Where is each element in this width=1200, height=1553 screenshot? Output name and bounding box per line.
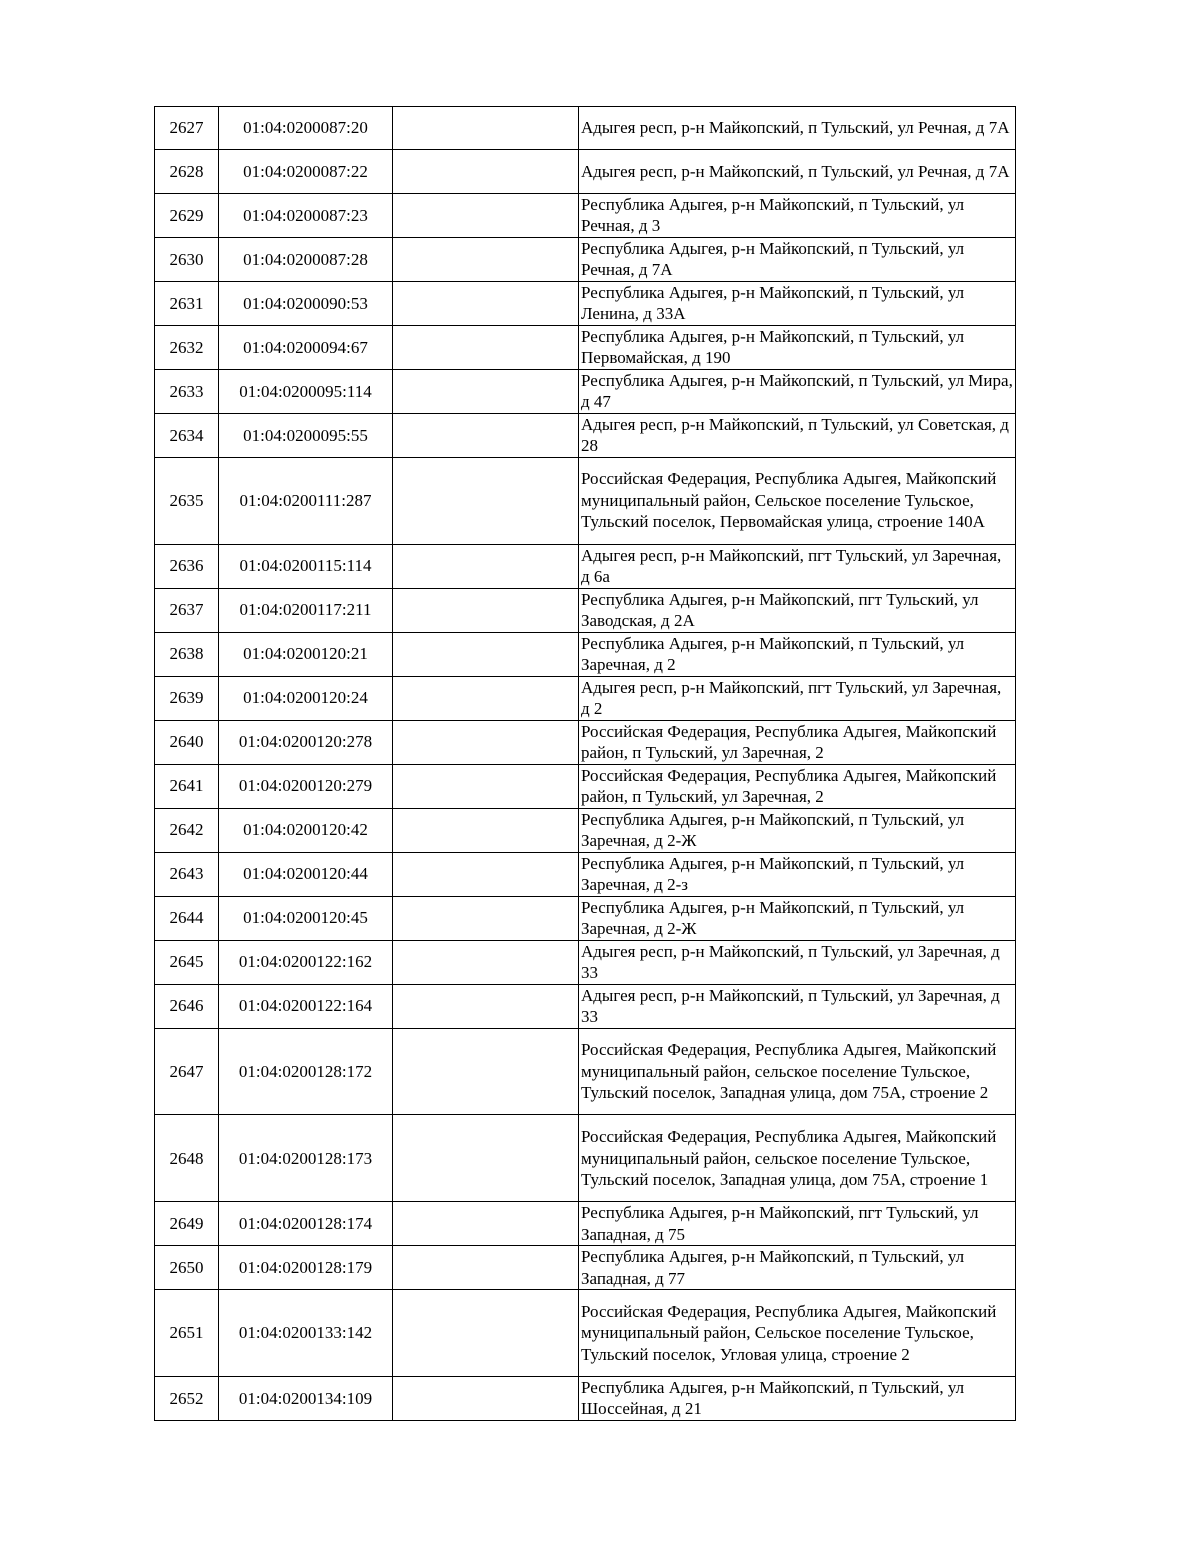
table-row bbox=[155, 764, 1016, 808]
table-body bbox=[155, 107, 1016, 1421]
table-row bbox=[155, 720, 1016, 764]
table-row bbox=[155, 676, 1016, 720]
row-number-cell: 2637 bbox=[155, 588, 219, 632]
empty-cell bbox=[393, 237, 579, 281]
row-number-cell: 2643 bbox=[155, 852, 219, 896]
empty-cell bbox=[393, 764, 579, 808]
cadastral-number-cell: 01:04:0200120:21 bbox=[219, 632, 393, 676]
table-row bbox=[155, 632, 1016, 676]
address-cell: Республика Адыгея, р-н Майкопский, п Тульский, ул Речная, д 7А bbox=[579, 237, 1016, 281]
address-cell: Республика Адыгея, р-н Майкопский, п Тульский, ул Первомайская, д 190 bbox=[579, 325, 1016, 369]
table-row bbox=[155, 369, 1016, 413]
empty-cell bbox=[393, 1376, 579, 1420]
table-row bbox=[155, 808, 1016, 852]
address-cell: Республика Адыгея, р-н Майкопский, п Тульский, ул Шоссейная, д 21 bbox=[579, 1376, 1016, 1420]
address-cell: Российская Федерация, Республика Адыгея, Майкопский район, п Тульский, ул Заречная, 2 bbox=[579, 764, 1016, 808]
address-cell: Республика Адыгея, р-н Майкопский, п Тульский, ул Заречная, д 2-Ж bbox=[579, 808, 1016, 852]
address-cell: Республика Адыгея, р-н Майкопский, п Тульский, ул Речная, д 3 bbox=[579, 193, 1016, 237]
table-row bbox=[155, 325, 1016, 369]
row-number-cell: 2640 bbox=[155, 720, 219, 764]
table-row bbox=[155, 588, 1016, 632]
table-row bbox=[155, 984, 1016, 1028]
empty-cell bbox=[393, 896, 579, 940]
cadastral-number-cell: 01:04:0200094:67 bbox=[219, 325, 393, 369]
row-number-cell: 2634 bbox=[155, 413, 219, 457]
address-cell: Республика Адыгея, р-н Майкопский, п Тульский, ул Заречная, д 2-Ж bbox=[579, 896, 1016, 940]
row-number-cell: 2635 bbox=[155, 457, 219, 544]
cadastral-number-cell: 01:04:0200117:211 bbox=[219, 588, 393, 632]
address-cell: Адыгея респ, р-н Майкопский, пгт Тульский, ул Заречная, д 2 bbox=[579, 676, 1016, 720]
cadastral-number-cell: 01:04:0200120:278 bbox=[219, 720, 393, 764]
address-cell: Адыгея респ, р-н Майкопский, п Тульский, ул Речная, д 7А bbox=[579, 150, 1016, 193]
empty-cell bbox=[393, 720, 579, 764]
address-cell: Республика Адыгея, р-н Майкопский, пгт Тульский, ул Заводская, д 2А bbox=[579, 588, 1016, 632]
empty-cell bbox=[393, 150, 579, 193]
address-cell: Российская Федерация, Республика Адыгея, Майкопский муниципальный район, Сельское поселение Тульское, Тульский поселок, Первомайская улица, строение 140А bbox=[579, 457, 1016, 544]
address-cell: Российская Федерация, Республика Адыгея, Майкопский муниципальный район, Сельское поселение Тульское, Тульский поселок, Угловая улица, строение 2 bbox=[579, 1290, 1016, 1377]
address-cell: Адыгея респ, р-н Майкопский, п Тульский, ул Заречная, д 33 bbox=[579, 940, 1016, 984]
table-row bbox=[155, 1202, 1016, 1246]
empty-cell bbox=[393, 107, 579, 150]
row-number-cell: 2636 bbox=[155, 544, 219, 588]
empty-cell bbox=[393, 369, 579, 413]
empty-cell bbox=[393, 632, 579, 676]
address-cell: Республика Адыгея, р-н Майкопский, п Тульский, ул Заречная, д 2 bbox=[579, 632, 1016, 676]
table-row bbox=[155, 1115, 1016, 1202]
row-number-cell: 2638 bbox=[155, 632, 219, 676]
cadastral-number-cell: 01:04:0200111:287 bbox=[219, 457, 393, 544]
address-cell: Российская Федерация, Республика Адыгея, Майкопский район, п Тульский, ул Заречная, 2 bbox=[579, 720, 1016, 764]
cadastral-number-cell: 01:04:0200115:114 bbox=[219, 544, 393, 588]
cadastral-number-cell: 01:04:0200087:22 bbox=[219, 150, 393, 193]
table-row bbox=[155, 1290, 1016, 1377]
empty-cell bbox=[393, 1246, 579, 1290]
empty-cell bbox=[393, 544, 579, 588]
empty-cell bbox=[393, 281, 579, 325]
address-cell: Республика Адыгея, р-н Майкопский, п Тульский, ул Ленина, д 33А bbox=[579, 281, 1016, 325]
table-row bbox=[155, 1376, 1016, 1420]
empty-cell bbox=[393, 984, 579, 1028]
table-row bbox=[155, 413, 1016, 457]
empty-cell bbox=[393, 193, 579, 237]
empty-cell bbox=[393, 808, 579, 852]
row-number-cell: 2632 bbox=[155, 325, 219, 369]
cadastral-number-cell: 01:04:0200133:142 bbox=[219, 1290, 393, 1377]
table-row bbox=[155, 852, 1016, 896]
table-row bbox=[155, 237, 1016, 281]
empty-cell bbox=[393, 852, 579, 896]
empty-cell bbox=[393, 457, 579, 544]
table-row bbox=[155, 281, 1016, 325]
row-number-cell: 2633 bbox=[155, 369, 219, 413]
row-number-cell: 2645 bbox=[155, 940, 219, 984]
table-row bbox=[155, 1028, 1016, 1115]
property-table bbox=[154, 106, 1016, 1421]
table-row bbox=[155, 150, 1016, 193]
row-number-cell: 2650 bbox=[155, 1246, 219, 1290]
address-cell: Российская Федерация, Республика Адыгея, Майкопский муниципальный район, сельское поселение Тульское, Тульский поселок, Западная улица, дом 75А, строение 2 bbox=[579, 1028, 1016, 1115]
row-number-cell: 2629 bbox=[155, 193, 219, 237]
table-row bbox=[155, 107, 1016, 150]
table-row bbox=[155, 940, 1016, 984]
row-number-cell: 2646 bbox=[155, 984, 219, 1028]
cadastral-number-cell: 01:04:0200120:24 bbox=[219, 676, 393, 720]
row-number-cell: 2647 bbox=[155, 1028, 219, 1115]
empty-cell bbox=[393, 1115, 579, 1202]
row-number-cell: 2641 bbox=[155, 764, 219, 808]
row-number-cell: 2651 bbox=[155, 1290, 219, 1377]
cadastral-number-cell: 01:04:0200120:45 bbox=[219, 896, 393, 940]
cadastral-number-cell: 01:04:0200128:179 bbox=[219, 1246, 393, 1290]
row-number-cell: 2639 bbox=[155, 676, 219, 720]
cadastral-number-cell: 01:04:0200120:44 bbox=[219, 852, 393, 896]
row-number-cell: 2631 bbox=[155, 281, 219, 325]
row-number-cell: 2630 bbox=[155, 237, 219, 281]
table-row bbox=[155, 896, 1016, 940]
address-cell: Адыгея респ, р-н Майкопский, п Тульский, ул Заречная, д 33 bbox=[579, 984, 1016, 1028]
address-cell: Республика Адыгея, р-н Майкопский, п Тульский, ул Заречная, д 2-з bbox=[579, 852, 1016, 896]
address-cell: Республика Адыгея, р-н Майкопский, п Тульский, ул Западная, д 77 bbox=[579, 1246, 1016, 1290]
empty-cell bbox=[393, 413, 579, 457]
empty-cell bbox=[393, 676, 579, 720]
table-row bbox=[155, 544, 1016, 588]
empty-cell bbox=[393, 325, 579, 369]
cadastral-number-cell: 01:04:0200122:164 bbox=[219, 984, 393, 1028]
address-cell: Республика Адыгея, р-н Майкопский, п Тульский, ул Мира, д 47 bbox=[579, 369, 1016, 413]
cadastral-number-cell: 01:04:0200087:20 bbox=[219, 107, 393, 150]
row-number-cell: 2648 bbox=[155, 1115, 219, 1202]
cadastral-number-cell: 01:04:0200087:28 bbox=[219, 237, 393, 281]
row-number-cell: 2642 bbox=[155, 808, 219, 852]
cadastral-number-cell: 01:04:0200087:23 bbox=[219, 193, 393, 237]
cadastral-number-cell: 01:04:0200122:162 bbox=[219, 940, 393, 984]
cadastral-number-cell: 01:04:0200128:173 bbox=[219, 1115, 393, 1202]
cadastral-number-cell: 01:04:0200134:109 bbox=[219, 1376, 393, 1420]
address-cell: Адыгея респ, р-н Майкопский, п Тульский, ул Речная, д 7А bbox=[579, 107, 1016, 150]
empty-cell bbox=[393, 1202, 579, 1246]
address-cell: Российская Федерация, Республика Адыгея, Майкопский муниципальный район, сельское поселение Тульское, Тульский поселок, Западная улица, дом 75А, строение 1 bbox=[579, 1115, 1016, 1202]
table-row bbox=[155, 457, 1016, 544]
empty-cell bbox=[393, 588, 579, 632]
cadastral-number-cell: 01:04:0200128:172 bbox=[219, 1028, 393, 1115]
row-number-cell: 2649 bbox=[155, 1202, 219, 1246]
cadastral-number-cell: 01:04:0200120:42 bbox=[219, 808, 393, 852]
address-cell: Адыгея респ, р-н Майкопский, пгт Тульский, ул Заречная, д 6а bbox=[579, 544, 1016, 588]
cadastral-number-cell: 01:04:0200120:279 bbox=[219, 764, 393, 808]
row-number-cell: 2627 bbox=[155, 107, 219, 150]
empty-cell bbox=[393, 940, 579, 984]
row-number-cell: 2652 bbox=[155, 1376, 219, 1420]
cadastral-number-cell: 01:04:0200095:114 bbox=[219, 369, 393, 413]
address-cell: Адыгея респ, р-н Майкопский, п Тульский, ул Советская, д 28 bbox=[579, 413, 1016, 457]
address-cell: Республика Адыгея, р-н Майкопский, пгт Тульский, ул Западная, д 75 bbox=[579, 1202, 1016, 1246]
cadastral-number-cell: 01:04:0200090:53 bbox=[219, 281, 393, 325]
empty-cell bbox=[393, 1028, 579, 1115]
row-number-cell: 2644 bbox=[155, 896, 219, 940]
table-row bbox=[155, 1246, 1016, 1290]
table-row bbox=[155, 193, 1016, 237]
row-number-cell: 2628 bbox=[155, 150, 219, 193]
cadastral-number-cell: 01:04:0200095:55 bbox=[219, 413, 393, 457]
cadastral-number-cell: 01:04:0200128:174 bbox=[219, 1202, 393, 1246]
empty-cell bbox=[393, 1290, 579, 1377]
